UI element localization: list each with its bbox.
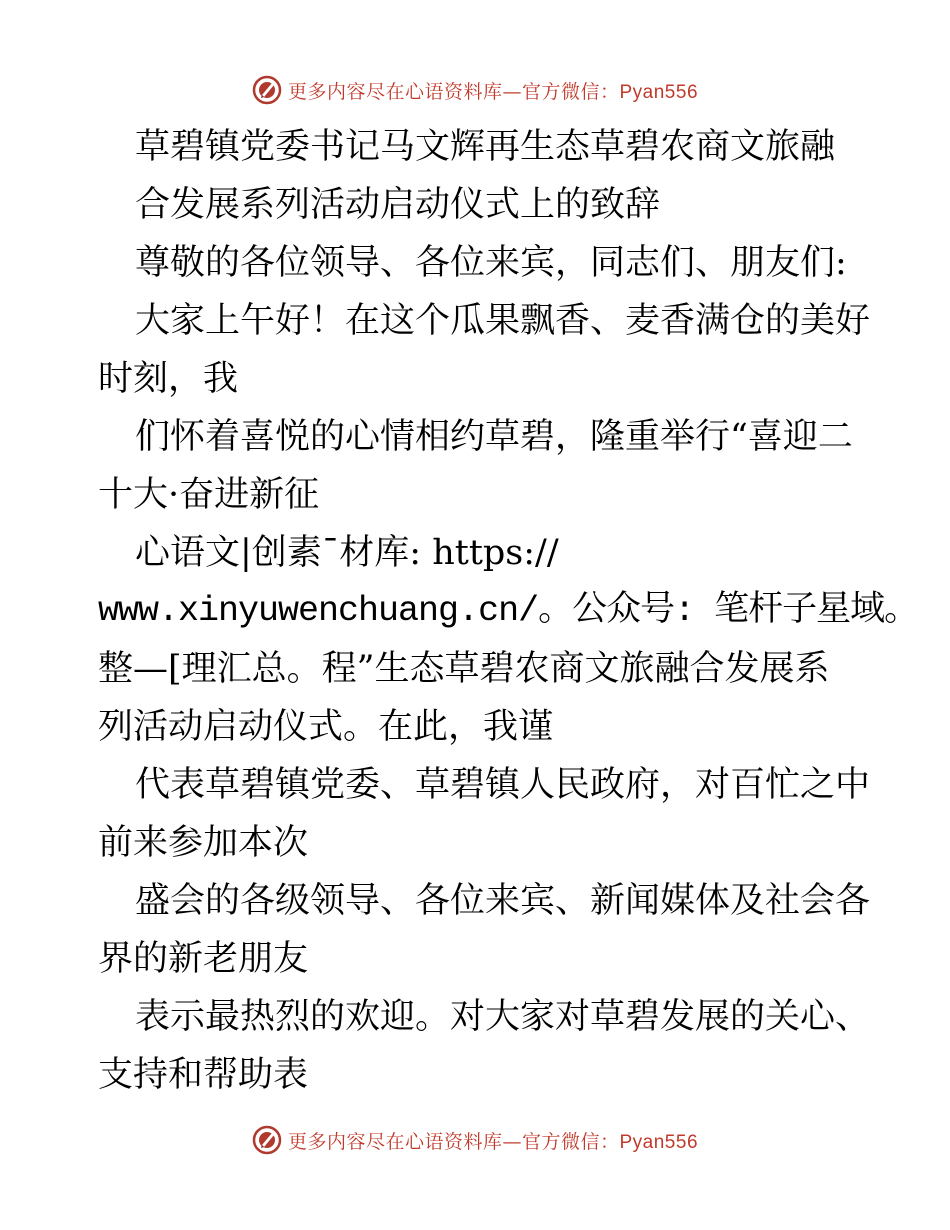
title-line-1: 草碧镇党委书记马文辉再生态草碧农商文旅融 <box>135 127 836 167</box>
banner-slogan: 更多内容尽在心语资料库 <box>287 80 503 103</box>
paragraph-line: 们怀着喜悦的心情相约草碧，隆重举行“喜迎二 <box>135 417 853 457</box>
paragraph-line: 心语文|创素¯材库: https:// <box>135 533 559 573</box>
banner-text <box>288 77 698 104</box>
paragraph-line: 表示最热烈的欢迎。对大家对草碧发展的关心、 <box>135 997 871 1037</box>
pen-seal-icon <box>252 75 282 105</box>
banner-wechat-handle: Pyan556 <box>619 1131 699 1153</box>
footer-banner <box>0 1120 950 1160</box>
paragraph-line: 盛会的各级领导、各位来宾、新闻媒体及社会各 <box>135 881 871 921</box>
paragraph-line: 列活动启动仪式。在此，我谨 <box>98 707 554 747</box>
paragraph-line: 界的新老朋友 <box>98 939 309 979</box>
banner-slogan: 更多内容尽在心语资料库 <box>287 1130 503 1153</box>
paragraph-line: 支持和帮助表 <box>98 1055 309 1095</box>
header-banner <box>0 70 950 110</box>
url-line: www.xinyuwenchuang.cn/。公众号: 笔杆子星域。 <box>98 591 919 631</box>
banner-dash: — <box>502 1130 522 1153</box>
banner-dash: — <box>502 80 522 103</box>
banner-wechat-label: 官方微信： <box>521 1130 620 1153</box>
paragraph-line: 时刻，我 <box>98 359 239 399</box>
banner-wechat-handle: Pyan556 <box>619 81 699 103</box>
pen-seal-icon <box>252 1125 282 1155</box>
salutation-line: 尊敬的各位领导、各位来宾，同志们、朋友们: <box>135 243 847 283</box>
banner-text <box>288 1127 698 1154</box>
paragraph-line: 十大·奋进新征 <box>98 475 320 515</box>
paragraph-line: 前来参加本次 <box>98 823 309 863</box>
paragraph-line: 代表草碧镇党委、草碧镇人民政府，对百忙之中 <box>135 765 871 805</box>
paragraph-line: 整—[理汇总。程”生态草碧农商文旅融合发展系 <box>98 649 830 689</box>
paragraph-line: 大家上午好！在这个瓜果飘香、麦香满仓的美好 <box>135 301 871 341</box>
title-line-2: 合发展系列活动启动仪式上的致辞 <box>135 185 661 225</box>
banner-wechat-label: 官方微信： <box>521 80 620 103</box>
document-body <box>98 118 919 1104</box>
